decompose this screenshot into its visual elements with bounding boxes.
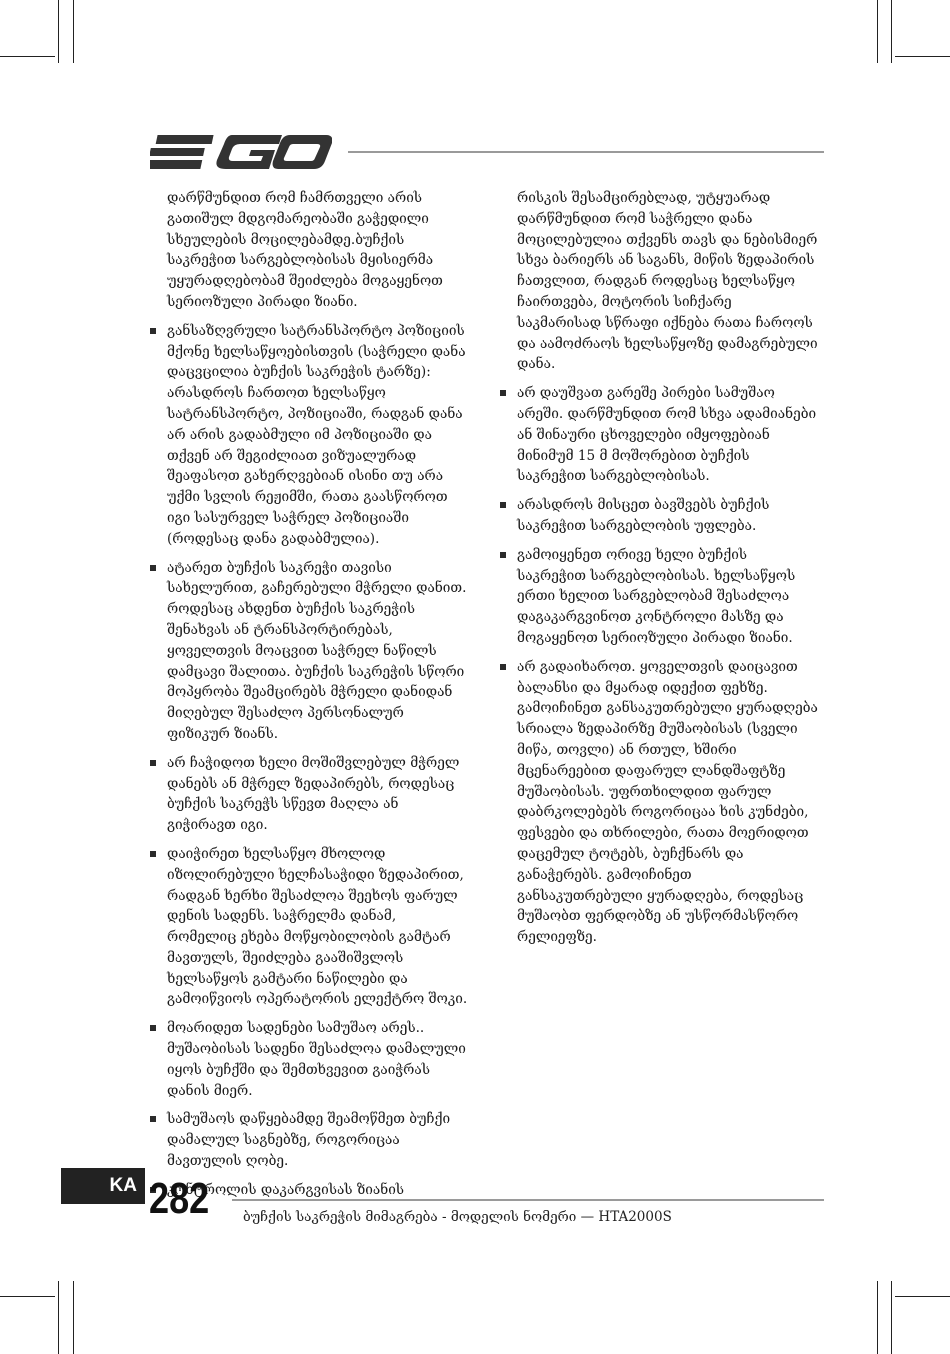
bullet-icon: [150, 1025, 156, 1031]
crop-mark: [0, 1296, 55, 1297]
bullet-icon: [150, 760, 156, 766]
list-item: [150, 753, 468, 836]
footer-rule: [232, 1199, 824, 1201]
list-item: [500, 657, 818, 948]
crop-mark: [877, 1281, 878, 1354]
intro-paragraph: დარწმუნდით რომ ჩამრთველი არის გათიშულ მდგომარეობაში გაჭედილი სხეულების მოცილებამდე.ბუჩქის საკრეჭით სარგებლობისას მყისიერმა უყურადღებობამ შეიძლება მოგაყენოთ სერიოზული პირადი ზიანი.: [167, 190, 443, 310]
crop-mark: [895, 56, 950, 57]
bullet-icon: [500, 390, 506, 396]
list-item-text: განსაზღვრული სატრანსპორტო პოზიციის მქონე ხელსაწყოებისთვის (საჭრელი დანა დაცვცილია ბუჩქის საკრეჭის ტარზე): არასდროს ჩართოთ ხელსაწყო სატრანსპორტო, პოზიციაში, რადგან დანა არ არის გადაბმული იმ პოზიციაში და თქვენ არ შეგიძლიათ ვიზუალურად შეაფასოთ გახერღვებიან ისინი თუ არა უქმი სვლის რეჟიმში, რათა გაასწოროთ იგი სასურველ საჭრელ პოზიციაში (როდესაც დანა გადაბმულია).: [167, 322, 466, 547]
list-item: [150, 321, 468, 550]
list-item-text: არ დაუშვათ გარეშე პირები სამუშაო არეში. დარწმუნდით რომ სხვა ადამიანები ან შინაური ცხოველები იმყოფებიან მინიმუმ 15 მ მოშორებით ბუჩქის საკრეჭით სარგებლობისას.: [517, 385, 817, 485]
language-badge: KA: [61, 1168, 145, 1204]
page-number: 282: [149, 1174, 210, 1223]
continuation-paragraph: რისკის შესამცირებლად, უტყუარად დარწმუნდით რომ საჭრელი დანა მოცილებულია თქვენს თავს და ნებისმიერ სხვა ბარიერს ან საგანს, მიწის ზედაპირის ჩათვლით, რადგან როდესაც ხელსაწყო ჩაირთვება, მოტორის სიჩქარე საკმარისად სწრაფი იქნება რათა ჩაროოს და აამოძრაოს ხელსაწყოზე დამაგრებული დანა.: [517, 190, 818, 373]
ego-logo: [150, 133, 332, 171]
bullet-icon: [150, 328, 156, 334]
list-item: [500, 545, 818, 649]
crop-mark: [73, 0, 74, 63]
list-item: [150, 1109, 468, 1171]
list-item: [150, 1018, 468, 1101]
bullet-icon: [150, 851, 156, 857]
crop-mark: [877, 0, 878, 63]
bullet-icon: [500, 552, 506, 558]
bullet-icon: [150, 565, 156, 571]
crop-mark: [891, 1281, 892, 1354]
bullet-icon: [150, 1116, 156, 1122]
list-item-text: სამუშაოს დაწყებამდე შეამოწმეთ ბუჩქი დამალულ საგნებზე, როგორიცაა მავთულის ღობე.: [167, 1111, 451, 1170]
footer-caption: ბუჩქის საკრეჭის მიმაგრება - მოდელის ნომერი — HTA2000S: [243, 1209, 672, 1225]
crop-mark: [891, 0, 892, 63]
list-item-text: არ გადაიხაროთ. ყოველთვის დაიცავით ბალანსი და მყარად იდექით ფეხზე. გამოიჩინეთ განსაკუთრებული ყურადღება სრიალა ზედაპირზე მუშაობისას (სველი მიწა, თოვლი) ან რთულ, ხშირი მცენარეებით დაფარულ ლანდშაფტზე მუშაობისას. უფრთხილდით ფარულ დაბრკოლებებს როგორიცაა ხის კუნძები, ფესვები და თხრილები, რათა მოერიდოთ დაცემულ ტოტებს, ბუჩქნარს და განაჭერებს. გამოიჩინეთ განსაკუთრებული ყურადღება, როდესაც მუშაობთ ფერდობზე ან უსწორმასწორო რელიეფზე.: [517, 658, 818, 946]
list-item: [150, 558, 468, 745]
bullet-icon: [500, 664, 506, 670]
crop-mark: [0, 56, 55, 57]
list-item-text: კონტროლის დაკარგვისას ზიანის: [167, 1181, 405, 1198]
crop-mark: [58, 0, 59, 63]
header-rule: [348, 151, 824, 153]
list-item-text: ატარეთ ბუჩქის საკრეჭი თავისი სახელურით, გაჩერებული მჭრელი დანით. როდესაც ახდენთ ბუჩქის საკრეჭის შენახვას ან ტრანსპორტირებას, ყოველთვის მოაცვით საჭრელ ნაწილს დამცავი შალითა. ბუჩქის საკრეჭის სწორი მოპყრობა შეამცირებს მჭრელი დანიდან მიღებულ შესაძლო პერსონალურ ფიზიკურ ზიანს.: [167, 559, 467, 742]
right-column: [500, 188, 818, 948]
crop-mark: [58, 1281, 59, 1354]
crop-mark: [73, 1281, 74, 1354]
left-column: [150, 188, 468, 1201]
list-item-text: მოარიდეთ სადენები სამუშაო არეს.. მუშაობისას სადენი შესაძლოა დამალული იყოს ბუჩქში და შემთხვევით გაიჭრას დანის მიერ.: [167, 1020, 466, 1099]
bullet-icon: [500, 502, 506, 508]
list-item-text: არასდროს მისცეთ ბავშვებს ბუჩქის საკრეჭით სარგებლობის უფლება.: [517, 497, 770, 534]
list-item: [150, 844, 468, 1010]
list-item-text: არ ჩაჭიდოთ ხელი მოშიშვლებულ მჭრელ დანებს ან მჭრელ ზედაპირებს, როდესაც ბუჩქის საკრეჭს სწევთ მაღლა ან გიჭირავთ იგი.: [167, 754, 460, 834]
list-item-text: გამოიყენეთ ორივე ხელი ბუჩქის საკრეჭით სარგებლობისას. ხელსაწყოს ერთი ხელით სარგებლობამ შესაძლოა დაგაკარგვინოთ კონტროლი მასზე და მოგაყენოთ სერიოზული პირადი ზიანი.: [517, 546, 796, 646]
list-item: [500, 383, 818, 487]
list-item-text: დაიჭირეთ ხელსაწყო მხოლოდ იზოლირებული ხელჩასაჭიდი ზედაპირით, რადგან ხერხი შესაძლოა შეეხოს ფარულ დენის სადენს. საჭრელმა დანამ, რომელიც ეხება მოწყობილობის გამტარ მავთულს, შეიძლება გააშიშვლოს ხელსაწყოს გამტარი ნაწილები და გამოიწვიოს ოპერატორის ელექტრო შოკი.: [167, 845, 468, 1008]
crop-mark: [895, 1296, 950, 1297]
list-item: [500, 495, 818, 537]
